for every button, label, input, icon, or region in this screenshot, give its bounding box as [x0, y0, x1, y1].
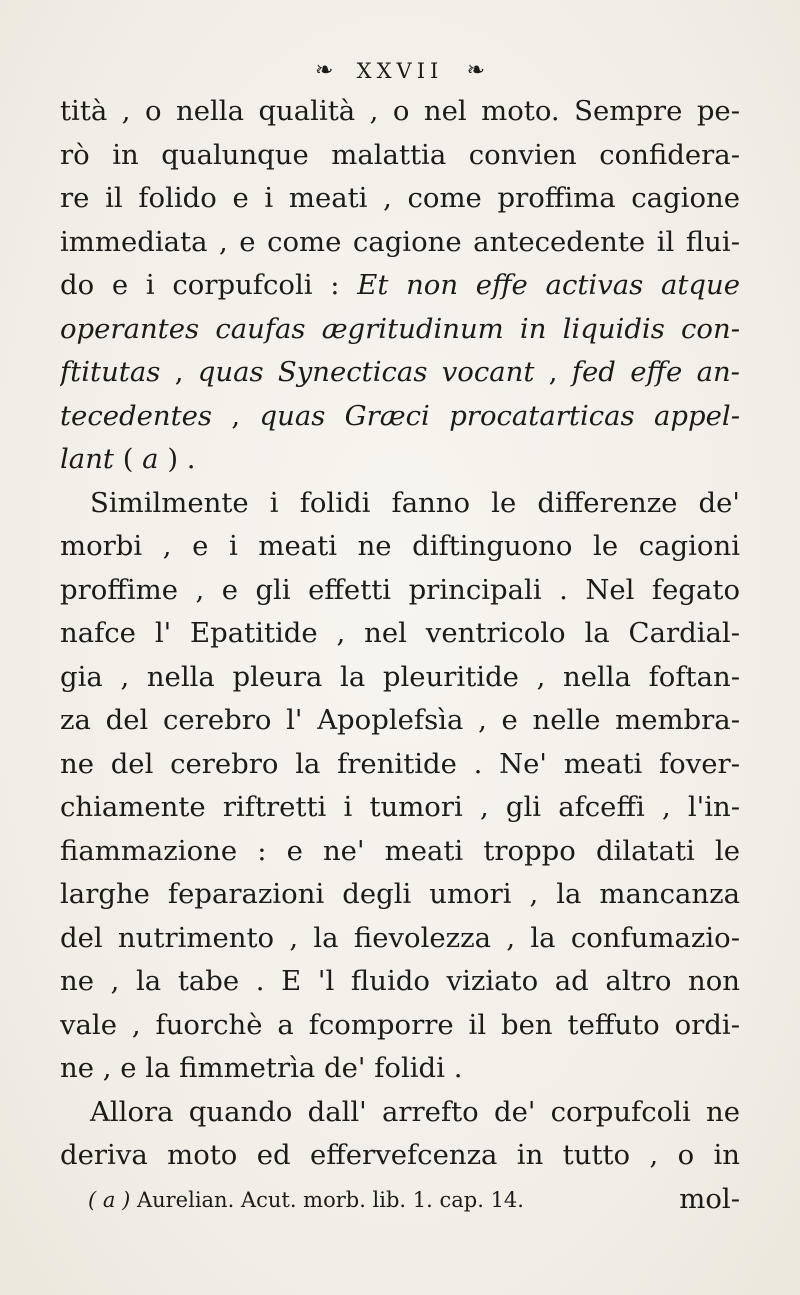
text-run: immediata , e come cagione antecedente il flui-: [60, 225, 740, 258]
text-line: [60, 90, 740, 134]
text-line: [60, 612, 740, 656]
text-run: Allora quando dall' arrefto de' corpufcoli ne: [90, 1095, 740, 1128]
text-line: [60, 177, 740, 221]
text-run: ne , e la fimmetrìa de' folidi .: [60, 1052, 463, 1084]
text-line: [60, 438, 740, 482]
text-line: [60, 221, 740, 265]
text-run: morbi , e i meati ne diftinguono le cagioni: [60, 530, 740, 562]
text-line: [60, 743, 740, 787]
text-line: [60, 699, 740, 743]
text-run: vale , fuorchè a fcomporre il ben teffuto ordi-: [60, 1008, 740, 1041]
text-line: [60, 395, 740, 439]
text-run: ,: [534, 356, 572, 388]
text-run: tità , o nella qualità , o nel moto. Sempre pe-: [60, 95, 740, 127]
text-run: za del cerebro l' Apoplefsìa , e nelle membra-: [60, 704, 740, 736]
body-text: [60, 90, 740, 1221]
text-run: deriva moto ed effervefcenza in tutto , o in: [60, 1139, 740, 1171]
italic-text: quas Synecticas vocant: [197, 356, 535, 388]
text-run: fiammazione : e ne' meati troppo dilatati le: [60, 834, 740, 867]
page-number: XXVII: [356, 59, 444, 83]
text-line: [60, 1047, 740, 1091]
text-run: mol-: [679, 1182, 740, 1215]
text-run: larghe feparazioni degli umori , la mancanza: [60, 878, 740, 910]
text-line: [60, 656, 740, 700]
text-line: [60, 569, 740, 613]
text-run: Similmente i folidi fanno le differenze de': [90, 486, 740, 519]
text-line: [60, 525, 740, 569]
italic-text: Et non effe activas atque: [357, 269, 740, 301]
text-run: re il folido e i meati , come proffima cagione: [60, 182, 740, 214]
footnote-text: Aurelian. Acut. morb. lib. 1. cap. 14.: [130, 1188, 524, 1212]
text-run: ne , la tabe . E 'l fluido viziato ad altro non: [60, 965, 740, 997]
text-run: ,: [212, 399, 260, 432]
italic-text: quas Græci procatarticas appel-: [259, 399, 740, 432]
italic-text: a: [142, 443, 159, 475]
text-line: [60, 960, 740, 1004]
text-line: [60, 351, 740, 395]
text-run: (: [113, 443, 143, 475]
text-run: chiamente riftretti i tumori , gli afceffi , l'in-: [60, 791, 740, 823]
text-line: [60, 134, 740, 178]
text-line: [60, 482, 740, 526]
text-run: ,: [160, 356, 198, 388]
text-line: [60, 1004, 740, 1048]
text-run: rò in qualunque malattia convien confidera-: [60, 138, 740, 171]
italic-text: lant: [60, 443, 114, 475]
ornament-right-icon: ❧: [466, 58, 486, 83]
italic-text: operantes caufas ægritudinum in liquidis con-: [60, 312, 740, 345]
footnote-marker: ( a ): [88, 1188, 131, 1212]
text-run: nafce l' Epatitide , nel ventricolo la Cardial-: [60, 617, 740, 649]
text-line: [60, 1091, 740, 1135]
text-run: proffime , e gli effetti principali . Nel fegato: [60, 573, 740, 606]
text-line: [60, 308, 740, 352]
italic-text: ftitutas: [60, 356, 161, 388]
ornament-left-icon: ❧: [314, 58, 334, 83]
text-line: [60, 917, 740, 961]
footnote: [88, 1182, 748, 1215]
text-run: del nutrimento , la fievolezza , la confumazio-: [60, 921, 740, 954]
text-run: do e i corpufcoli :: [60, 269, 358, 301]
text-run: gia , nella pleura la pleuritide , nella foftan-: [60, 660, 740, 693]
text-run: ne del cerebro la frenitide . Ne' meati fover-: [60, 747, 740, 780]
italic-text: tecedentes: [60, 399, 213, 432]
text-line: [60, 786, 740, 830]
text-line: [60, 873, 740, 917]
text-line: [60, 1134, 740, 1178]
text-run: ) .: [158, 443, 196, 475]
text-line: [60, 264, 740, 308]
page-header: [0, 50, 800, 91]
italic-text: fed effe an-: [571, 356, 740, 388]
text-line: [60, 830, 740, 874]
